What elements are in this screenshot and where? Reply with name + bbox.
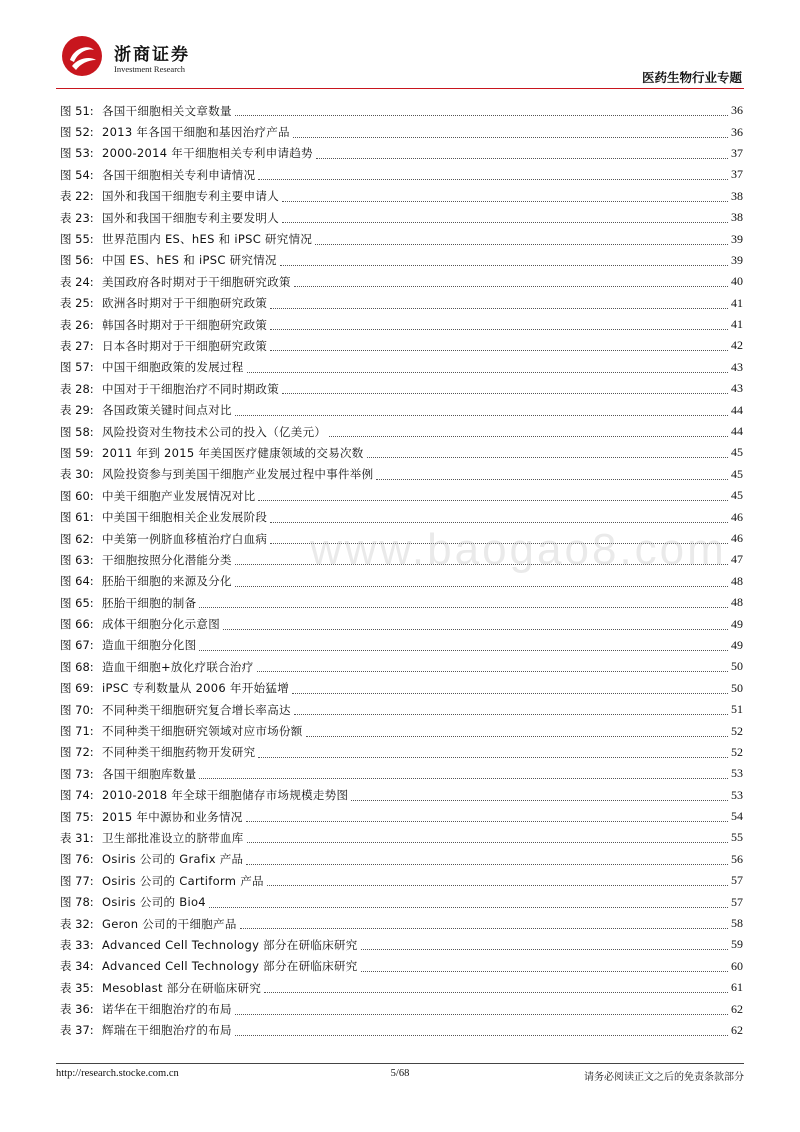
- toc-entry-label: 图 66:: [60, 617, 94, 632]
- toc-entry-title: 胚胎干细胞的制备: [102, 595, 197, 610]
- toc-entry-label: 表 22:: [60, 189, 94, 204]
- toc-entry[interactable]: [60, 421, 743, 442]
- toc-entry-page: 46: [731, 509, 743, 524]
- toc-leader-dots: [294, 704, 728, 715]
- toc-entry-title: 2010-2018 年全球干细胞储存市场规模走势图: [102, 788, 349, 803]
- toc-leader-dots: [246, 811, 728, 822]
- toc-entry-label: 图 58:: [60, 424, 94, 439]
- toc-entry-label: 表 32:: [60, 916, 94, 931]
- toc-entry-page: 53: [731, 766, 743, 781]
- report-category-title: 医药生物行业专题: [641, 70, 742, 85]
- toc-entry-title: 各国干细胞库数量: [102, 766, 197, 781]
- toc-entry[interactable]: [60, 678, 743, 699]
- toc-entry-title: 中美国干细胞相关企业发展阶段: [102, 510, 268, 525]
- toc-entry-page: 42: [731, 338, 743, 353]
- toc-leader-dots: [315, 234, 728, 245]
- disclaimer-note: 请务必阅读正文之后的免责条款部分: [584, 1072, 744, 1083]
- toc-entry-page: 51: [731, 702, 743, 717]
- toc-entry[interactable]: [60, 785, 743, 806]
- page-header: [56, 34, 744, 92]
- toc-entry[interactable]: [60, 635, 743, 656]
- toc-entry[interactable]: [60, 485, 743, 506]
- toc-entry-label: 图 75:: [60, 809, 94, 824]
- toc-entry[interactable]: [60, 442, 743, 463]
- toc-entry[interactable]: [60, 228, 743, 249]
- toc-entry-title: 风险投资参与到美国干细胞产业发展过程中事件举例: [102, 467, 374, 482]
- toc-entry[interactable]: [60, 335, 743, 356]
- toc-entry-title: 各国干细胞相关文章数量: [102, 103, 232, 118]
- toc-entry[interactable]: [60, 528, 743, 549]
- page-number: 5/68: [390, 1068, 410, 1079]
- toc-entry[interactable]: [60, 1020, 743, 1041]
- toc-entry-label: 图 59:: [60, 445, 94, 460]
- toc-entry-title: Osiris 公司的 Grafix 产品: [102, 852, 244, 867]
- toc-entry[interactable]: [60, 100, 743, 121]
- toc-entry[interactable]: [60, 549, 743, 570]
- toc-entry[interactable]: [60, 827, 743, 848]
- toc-entry[interactable]: [60, 271, 743, 292]
- toc-entry-title: 不同种类干细胞药物开发研究: [102, 745, 256, 760]
- toc-entry-page: 50: [731, 680, 743, 695]
- toc-entry-title: 卫生部批准设立的脐带血库: [102, 830, 244, 845]
- toc-entry-page: 57: [731, 873, 743, 888]
- toc-entry-title: 诺华在干细胞治疗的布局: [102, 1002, 232, 1017]
- toc-entry-label: 图 65:: [60, 595, 94, 610]
- toc-entry[interactable]: [60, 121, 743, 142]
- toc-entry-title: Geron 公司的干细胞产品: [102, 916, 237, 931]
- toc-entry-label: 图 53:: [60, 146, 94, 161]
- toc-entry-label: 表 29:: [60, 403, 94, 418]
- toc-entry[interactable]: [60, 314, 743, 335]
- toc-entry-label: 表 27:: [60, 338, 94, 353]
- toc-entry-page: 43: [731, 359, 743, 374]
- toc-entry-title: Osiris 公司的 Bio4: [102, 895, 206, 910]
- toc-leader-dots: [257, 661, 728, 672]
- toc-entry-title: 风险投资对生物技术公司的投入（亿美元）: [102, 424, 327, 439]
- toc-leader-dots: [361, 939, 728, 950]
- toc-leader-dots: [240, 918, 728, 929]
- toc-entry-title: iPSC 专利数量从 2006 年开始猛增: [102, 681, 289, 696]
- toc-entry[interactable]: [60, 506, 743, 527]
- toc-entry-label: 图 52:: [60, 125, 94, 140]
- toc-entry-label: 表 36:: [60, 1002, 94, 1017]
- toc-entry-title: 中美干细胞产业发展情况对比: [102, 488, 256, 503]
- toc-entry[interactable]: [60, 164, 743, 185]
- toc-entry[interactable]: [60, 571, 743, 592]
- toc-entry-page: 44: [731, 424, 743, 439]
- toc-entry-page: 37: [731, 145, 743, 160]
- toc-entry-page: 52: [731, 723, 743, 738]
- toc-entry-label: 图 67:: [60, 638, 94, 653]
- page-footer: [56, 1066, 744, 1086]
- toc-entry-page: 40: [731, 274, 743, 289]
- toc-entry-label: 表 28:: [60, 381, 94, 396]
- toc-entry[interactable]: [60, 399, 743, 420]
- toc-entry[interactable]: [60, 763, 743, 784]
- toc-entry-label: 图 64:: [60, 574, 94, 589]
- toc-entry-label: 图 68:: [60, 659, 94, 674]
- toc-entry-title: 胚胎干细胞的来源及分化: [102, 574, 232, 589]
- toc-entry[interactable]: [60, 934, 743, 955]
- toc-entry-page: 56: [731, 851, 743, 866]
- toc-entry-title: 日本各时期对于干细胞研究政策: [102, 338, 268, 353]
- logo-english-name: Investment Research: [114, 64, 186, 74]
- toc-entry-label: 图 74:: [60, 788, 94, 803]
- toc-entry-page: 48: [731, 573, 743, 588]
- toc-entry[interactable]: [60, 143, 743, 164]
- toc-entry-label: 表 35:: [60, 980, 94, 995]
- toc-entry-page: 44: [731, 402, 743, 417]
- toc-entry-page: 55: [731, 830, 743, 845]
- toc-entry-title: 造血干细胞分化图: [102, 638, 197, 653]
- toc-leader-dots: [316, 148, 728, 159]
- toc-entry-page: 60: [731, 958, 743, 973]
- toc-leader-dots: [246, 854, 728, 865]
- toc-entry-page: 38: [731, 188, 743, 203]
- footer-divider: [56, 1063, 744, 1064]
- toc-entry-page: 54: [731, 809, 743, 824]
- toc-leader-dots: [351, 790, 728, 801]
- toc-leader-dots: [282, 191, 728, 202]
- toc-entry-page: 57: [731, 894, 743, 909]
- toc-entry-label: 表 23:: [60, 210, 94, 225]
- toc-leader-dots: [306, 726, 728, 737]
- toc-entry-page: 45: [731, 466, 743, 481]
- toc-entry[interactable]: [60, 699, 743, 720]
- toc-entry-title: 世界范围内 ES、hES 和 iPSC 研究情况: [102, 232, 313, 247]
- table-of-figures-list: [60, 100, 743, 1041]
- toc-entry[interactable]: [60, 870, 743, 891]
- toc-entry-title: Advanced Cell Technology 部分在研临床研究: [102, 959, 358, 974]
- toc-entry[interactable]: [60, 977, 743, 998]
- toc-entry-page: 45: [731, 488, 743, 503]
- toc-entry-title: 2011 年到 2015 年美国医疗健康领域的交易次数: [102, 445, 364, 460]
- toc-leader-dots: [235, 1004, 728, 1015]
- toc-entry-page: 47: [731, 552, 743, 567]
- toc-leader-dots: [294, 276, 728, 287]
- toc-leader-dots: [258, 747, 728, 758]
- toc-entry-title: 2015 年中源协和业务情况: [102, 809, 243, 824]
- toc-leader-dots: [267, 875, 728, 886]
- toc-entry[interactable]: [60, 613, 743, 634]
- toc-leader-dots: [367, 447, 728, 458]
- toc-entry-label: 图 70:: [60, 702, 94, 717]
- toc-leader-dots: [258, 169, 728, 180]
- footer-url-link[interactable]: http://research.stocke.com.cn: [56, 1068, 179, 1079]
- toc-entry-label: 表 30:: [60, 467, 94, 482]
- toc-entry-page: 52: [731, 744, 743, 759]
- toc-leader-dots: [209, 897, 728, 908]
- toc-entry-label: 表 31:: [60, 830, 94, 845]
- toc-entry[interactable]: [60, 464, 743, 485]
- toc-leader-dots: [199, 640, 728, 651]
- toc-entry-label: 图 57:: [60, 360, 94, 375]
- toc-leader-dots: [361, 961, 728, 972]
- toc-entry-page: 41: [731, 317, 743, 332]
- toc-entry-title: 欧洲各时期对于干细胞研究政策: [102, 296, 268, 311]
- toc-leader-dots: [235, 576, 728, 587]
- toc-entry-page: 48: [731, 595, 743, 610]
- toc-entry-label: 图 62:: [60, 531, 94, 546]
- toc-entry-page: 61: [731, 980, 743, 995]
- header-divider: [56, 88, 744, 89]
- toc-leader-dots: [329, 426, 728, 437]
- toc-entry-page: 37: [731, 167, 743, 182]
- toc-leader-dots: [247, 362, 728, 373]
- toc-entry-title: Osiris 公司的 Cartiform 产品: [102, 873, 264, 888]
- toc-leader-dots: [235, 105, 728, 116]
- toc-entry-page: 59: [731, 937, 743, 952]
- toc-leader-dots: [282, 383, 728, 394]
- toc-entry-label: 图 69:: [60, 681, 94, 696]
- toc-entry-page: 58: [731, 916, 743, 931]
- toc-entry-label: 图 73:: [60, 766, 94, 781]
- toc-entry[interactable]: [60, 293, 743, 314]
- toc-entry[interactable]: [60, 742, 743, 763]
- toc-entry-label: 表 34:: [60, 959, 94, 974]
- toc-leader-dots: [293, 127, 728, 138]
- toc-entry-page: 46: [731, 531, 743, 545]
- toc-entry-label: 图 76:: [60, 852, 94, 867]
- toc-entry-label: 图 51:: [60, 103, 94, 118]
- toc-entry-page: 62: [731, 1001, 743, 1016]
- toc-leader-dots: [270, 533, 728, 544]
- toc-entry-title: 中美第一例脐血移植治疗白血病: [102, 531, 268, 546]
- toc-entry-label: 图 61:: [60, 510, 94, 525]
- toc-entry-label: 图 56:: [60, 253, 94, 268]
- toc-entry[interactable]: [60, 998, 743, 1019]
- logo-chinese-name: 浙商证券: [114, 45, 190, 65]
- toc-leader-dots: [235, 554, 728, 565]
- toc-entry-label: 图 55:: [60, 232, 94, 247]
- toc-leader-dots: [199, 768, 728, 779]
- toc-entry[interactable]: [60, 720, 743, 741]
- toc-entry-page: 43: [731, 381, 743, 396]
- toc-entry-page: 62: [731, 1022, 743, 1037]
- toc-entry-page: 36: [731, 103, 743, 118]
- toc-leader-dots: [270, 319, 728, 330]
- toc-entry-title: 造血干细胞+放化疗联合治疗: [102, 659, 254, 674]
- toc-entry-label: 表 33:: [60, 937, 94, 952]
- toc-entry[interactable]: [60, 207, 743, 228]
- toc-entry[interactable]: [60, 250, 743, 271]
- toc-entry-title: 美国政府各时期对于干细胞研究政策: [102, 274, 291, 289]
- toc-entry-title: 中国对于干细胞治疗不同时期政策: [102, 381, 279, 396]
- toc-entry-title: 中国 ES、hES 和 iPSC 研究情况: [102, 253, 277, 268]
- toc-entry-label: 表 25:: [60, 296, 94, 311]
- toc-leader-dots: [270, 298, 728, 309]
- toc-leader-dots: [376, 469, 728, 480]
- toc-leader-dots: [223, 619, 728, 630]
- toc-entry[interactable]: [60, 806, 743, 827]
- toc-entry-page: 49: [731, 637, 743, 652]
- toc-entry[interactable]: [60, 956, 743, 977]
- toc-entry[interactable]: [60, 913, 743, 934]
- toc-entry-title: 不同种类干细胞研究领域对应市场份额: [102, 724, 303, 739]
- toc-entry-title: 不同种类干细胞研究复合增长率高达: [102, 702, 291, 717]
- toc-leader-dots: [270, 512, 728, 523]
- toc-entry-page: 49: [731, 616, 743, 631]
- toc-entry[interactable]: [60, 186, 743, 207]
- toc-entry-label: 图 63:: [60, 552, 94, 567]
- toc-entry-label: 表 24:: [60, 274, 94, 289]
- toc-entry[interactable]: [60, 849, 743, 870]
- watermark: www.baogao8.com: [310, 525, 727, 574]
- toc-entry-title: 国外和我国干细胞专利主要发明人: [102, 210, 279, 225]
- toc-entry-title: 2013 年各国干细胞和基因治疗产品: [102, 125, 290, 140]
- toc-entry-label: 图 54:: [60, 167, 94, 182]
- toc-entry-title: 国外和我国干细胞专利主要申请人: [102, 189, 279, 204]
- toc-leader-dots: [264, 982, 728, 993]
- toc-entry-title: 各国政策关键时间点对比: [102, 403, 232, 418]
- toc-entry-page: 38: [731, 210, 743, 225]
- toc-entry-label: 图 77:: [60, 873, 94, 888]
- toc-entry-title: Advanced Cell Technology 部分在研临床研究: [102, 937, 358, 952]
- toc-leader-dots: [270, 340, 728, 351]
- toc-leader-dots: [247, 832, 728, 843]
- toc-leader-dots: [235, 1025, 728, 1036]
- toc-entry[interactable]: [60, 891, 743, 912]
- toc-entry-title: 2000-2014 年干细胞相关专利申请趋势: [102, 146, 313, 161]
- toc-entry[interactable]: [60, 592, 743, 613]
- toc-leader-dots: [292, 683, 728, 694]
- toc-entry-label: 图 78:: [60, 895, 94, 910]
- toc-entry-title: 干细胞按照分化潜能分类: [102, 552, 232, 567]
- toc-leader-dots: [258, 490, 728, 501]
- toc-entry-title: 韩国各时期对于干细胞研究政策: [102, 317, 268, 332]
- toc-entry[interactable]: [60, 378, 743, 399]
- toc-entry-label: 图 72:: [60, 745, 94, 760]
- company-logo-icon: [60, 34, 104, 78]
- toc-entry-title: 各国干细胞相关专利申请情况: [102, 167, 256, 182]
- toc-entry-page: 41: [731, 295, 743, 310]
- toc-entry-label: 图 71:: [60, 724, 94, 739]
- toc-leader-dots: [235, 405, 728, 416]
- toc-entry-page: 36: [731, 124, 743, 139]
- toc-leader-dots: [199, 597, 728, 608]
- toc-entry-label: 图 60:: [60, 488, 94, 503]
- toc-entry-page: 53: [731, 787, 743, 802]
- toc-entry-title: 辉瑞在干细胞治疗的布局: [102, 1023, 232, 1038]
- toc-entry-title: 中国干细胞政策的发展过程: [102, 360, 244, 375]
- toc-leader-dots: [282, 212, 728, 223]
- toc-entry-page: 50: [731, 659, 743, 674]
- toc-entry-title: 成体干细胞分化示意图: [102, 617, 220, 632]
- toc-entry-title: Mesoblast 部分在研临床研究: [102, 980, 262, 995]
- toc-entry[interactable]: [60, 357, 743, 378]
- toc-entry-page: 39: [731, 252, 743, 267]
- toc-entry-page: 39: [731, 231, 743, 246]
- toc-entry-label: 表 26:: [60, 317, 94, 332]
- toc-entry[interactable]: [60, 656, 743, 677]
- toc-entry-label: 表 37:: [60, 1023, 94, 1038]
- toc-leader-dots: [280, 255, 728, 266]
- toc-entry-page: 45: [731, 445, 743, 460]
